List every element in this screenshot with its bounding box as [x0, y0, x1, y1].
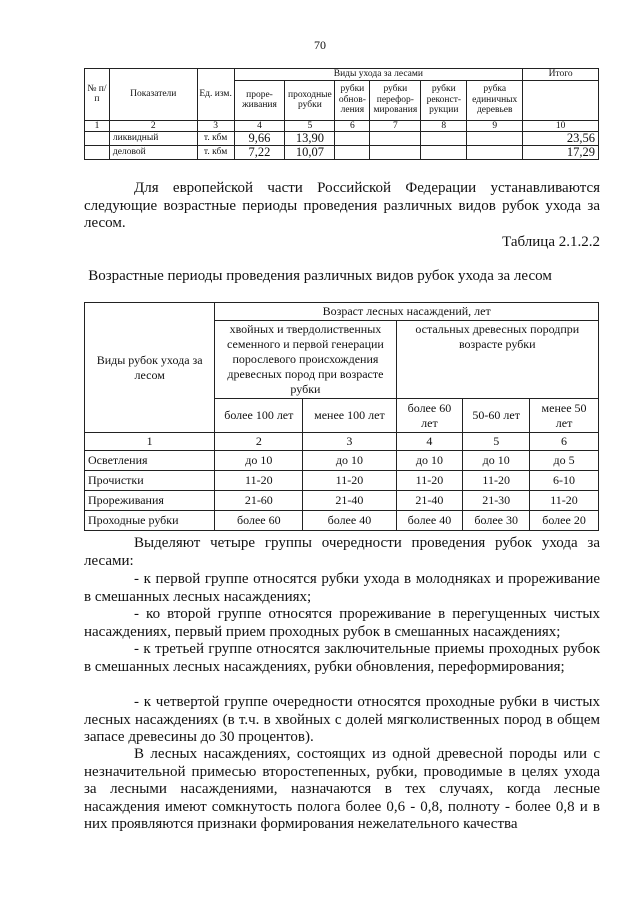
cell-value [421, 132, 467, 146]
volume-table [84, 68, 599, 160]
col-number: 6 [335, 120, 370, 132]
col-number: 8 [421, 120, 467, 132]
col-number: 5 [285, 120, 335, 132]
cell-value [335, 132, 370, 146]
header-thinning: проре-живания [234, 80, 285, 120]
row-name: ликвидный [109, 132, 197, 146]
header-50-60: 50-60 лет [463, 399, 530, 433]
header-passage: проходные рубки [285, 80, 335, 120]
paragraph: В лесных насаждениях, состоящих из одной древесной породы или с незначительной примесью второстепенных, рубки, проводимые в целях ухода за лесными насаждениями, назначаются в тех случаях, когда лесные насаждения имеют сомкнутость полога более 0,6 - 0,8, полноту - более 0,8 и в них проявляются признаки формирования нежелательного качества [84, 746, 600, 833]
row-name: деловой [109, 146, 197, 160]
paragraph: Выделяют четыре группы очередности проведения рубок ухода за лесами: [84, 535, 600, 569]
cell-value: до 10 [215, 451, 303, 471]
cell-total: 17,29 [523, 146, 599, 160]
header-reconstruction: рубки реконст-рукции [421, 80, 467, 120]
cell-value: 11-20 [303, 471, 396, 491]
page-number: 70 [314, 38, 326, 52]
paragraph: Для европейской части Российской Федерации устанавливаются следующие возрастные периоды проведения различных видов рубок ухода за лесом. [84, 180, 600, 232]
col-number: 4 [396, 433, 463, 451]
row-name: Осветления [85, 451, 215, 471]
cell-value: более 30 [463, 511, 530, 531]
col-number: 4 [234, 120, 285, 132]
header-more100: более 100 лет [215, 399, 303, 433]
table-row [85, 511, 599, 531]
header-conifer: хвойных и твердолиственных семенного и первой генерации порослевого происхождения древесных пород при возрасте рубки [215, 321, 396, 399]
cell-value [421, 146, 467, 160]
age-periods-table [84, 302, 599, 531]
cell-value: 6-10 [530, 471, 599, 491]
cell-value [467, 146, 523, 160]
cell-value: более 20 [530, 511, 599, 531]
list-item: - ко второй группе относятся прореживание в перегущенных чистых насаждениях, первый прием проходных рубок в смешанных насаждениях; [84, 606, 600, 640]
row-name: Проходные рубки [85, 511, 215, 531]
table-row [85, 146, 599, 160]
table-row [85, 491, 599, 511]
header-age: Возраст лесных насаждений, лет [215, 303, 599, 321]
cell-value: до 10 [463, 451, 530, 471]
table-title: Возрастные периоды проведения различных видов рубок ухода за лесом [88, 268, 552, 284]
header-total-blank [523, 80, 599, 120]
cell-value: 21-60 [215, 491, 303, 511]
cell-value: более 40 [303, 511, 396, 531]
col-number: 1 [85, 120, 110, 132]
cell-total: 23,56 [523, 132, 599, 146]
cell-value: до 10 [396, 451, 463, 471]
cell-value [467, 132, 523, 146]
cell-value: до 10 [303, 451, 396, 471]
cell-value: более 60 [215, 511, 303, 531]
list-item: - к третьей группе относятся заключительные приемы проходных рубок в смешанных лесных насаждениях, рубки обновления, переформирования; [84, 641, 600, 675]
cell-value: 21-30 [463, 491, 530, 511]
col-number: 10 [523, 120, 599, 132]
cell-value: 11-20 [396, 471, 463, 491]
cell-value: 11-20 [463, 471, 530, 491]
col-number: 3 [303, 433, 396, 451]
header-types: Виды рубок ухода за лесом [85, 303, 215, 433]
row-unit: т. кбм [197, 132, 234, 146]
table-row [85, 451, 599, 471]
table-row [85, 132, 599, 146]
header-indicators: Показатели [109, 69, 197, 121]
cell-value: более 40 [396, 511, 463, 531]
header-unit: Ед. изм. [197, 69, 234, 121]
header-total: Итого [523, 69, 599, 81]
row-name: Прореживания [85, 491, 215, 511]
col-number: 9 [467, 120, 523, 132]
col-number: 5 [463, 433, 530, 451]
cell-value [370, 146, 421, 160]
cell-value: 9,66 [234, 132, 285, 146]
cell-value: до 5 [530, 451, 599, 471]
cell-value [335, 146, 370, 160]
col-number: 2 [215, 433, 303, 451]
col-number: 7 [370, 120, 421, 132]
header-less50: менее 50 лет [530, 399, 599, 433]
col-number: 3 [197, 120, 234, 132]
col-number: 2 [109, 120, 197, 132]
row-name: Прочистки [85, 471, 215, 491]
cell-value [370, 132, 421, 146]
col-number: 6 [530, 433, 599, 451]
header-less100: менее 100 лет [303, 399, 396, 433]
header-other: остальных древесных породпри возрасте рубки [396, 321, 598, 399]
cell-value: 13,90 [285, 132, 335, 146]
cell-value: 11-20 [530, 491, 599, 511]
header-care-types: Виды ухода за лесами [234, 69, 523, 81]
header-num: № п/п [85, 69, 110, 121]
table-label: Таблица 2.1.2.2 [502, 234, 600, 250]
table-row [85, 471, 599, 491]
header-renewal: рубки обнов-ления [335, 80, 370, 120]
list-item: - к четвертой группе очередности относятся проходные рубки в чистых лесных насаждениях (в т.ч. в хвойных с долей мягколиственных пород в общем запасе древесины до 30 процентов). [84, 694, 600, 746]
cell-value: 21-40 [396, 491, 463, 511]
cell-value: 11-20 [215, 471, 303, 491]
cell-value: 21-40 [303, 491, 396, 511]
row-unit: т. кбм [197, 146, 234, 160]
header-reformation: рубки перефор-мирования [370, 80, 421, 120]
header-single-trees: рубка единичных деревьев [467, 80, 523, 120]
list-item: - к первой группе относятся рубки ухода в молодняках и прореживание в смешанных лесных насаждениях; [84, 571, 600, 605]
cell-value: 7,22 [234, 146, 285, 160]
cell-value: 10,07 [285, 146, 335, 160]
header-more60: более 60 лет [396, 399, 463, 433]
col-number: 1 [85, 433, 215, 451]
